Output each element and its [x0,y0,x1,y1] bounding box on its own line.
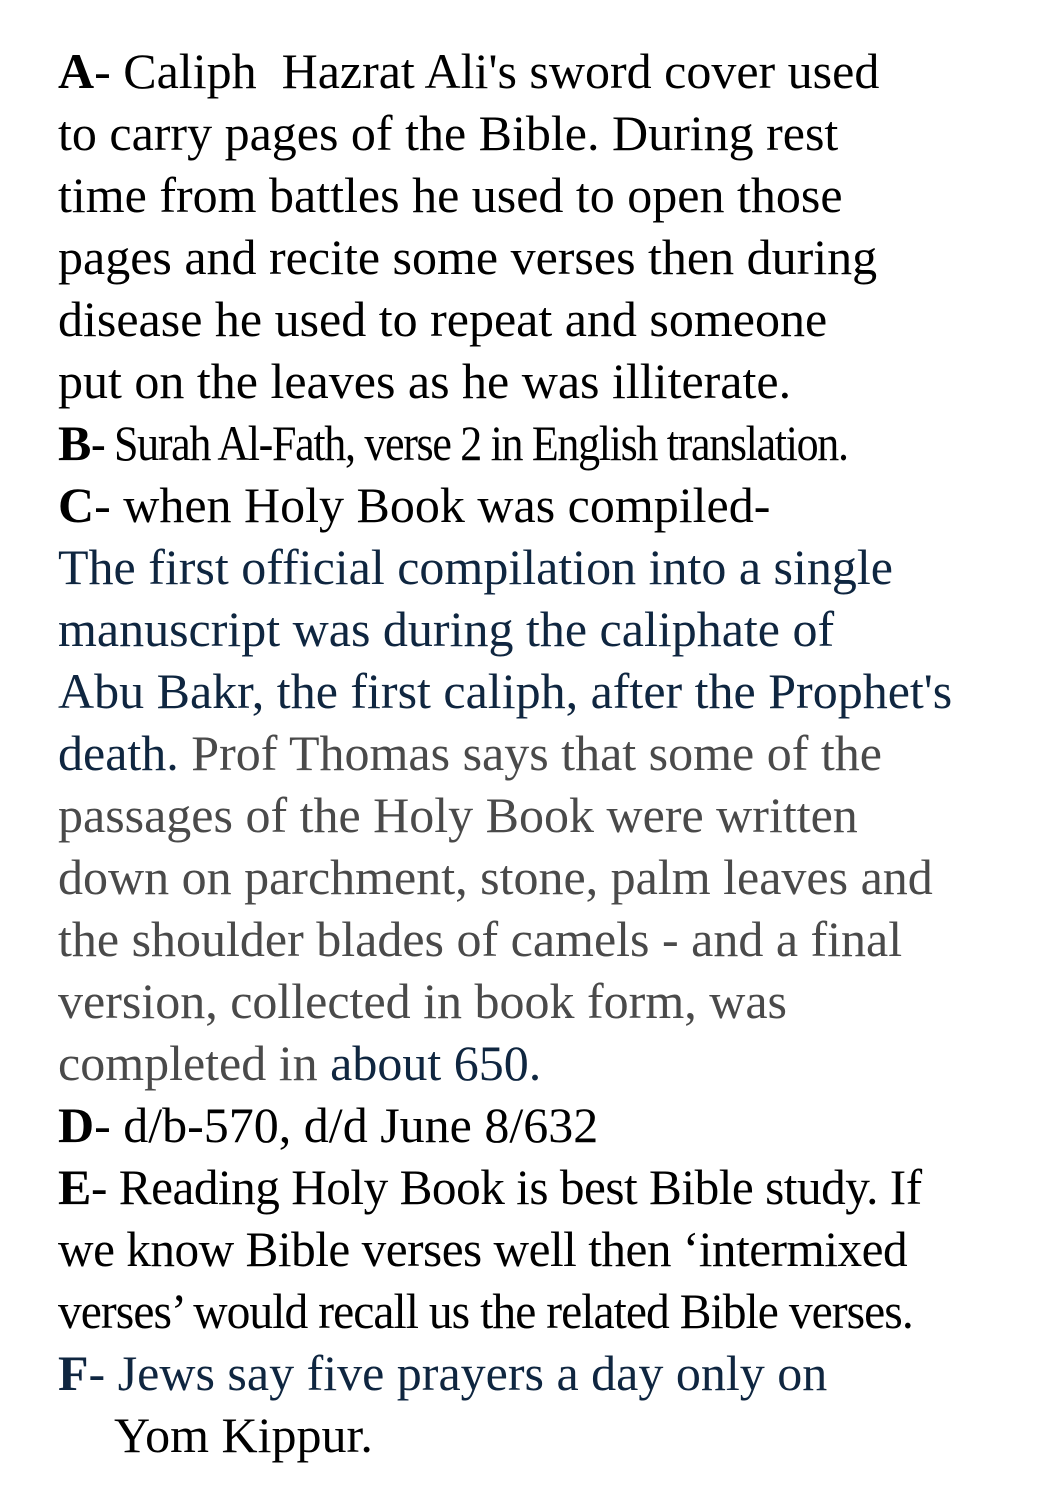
section-e-text-1: - Reading Holy Book is best Bible study. If [91,1159,922,1215]
section-e-text-2: we know Bible verses well then ‘intermixed [58,1221,908,1277]
section-c-death-gray: Prof Thomas says that some of the [178,725,882,781]
section-e-line-1 [58,1156,1018,1218]
section-a-line-5: disease he used to repeat and someone [58,291,828,347]
section-c-death-line [58,722,1018,784]
section-e-letter: E [58,1159,92,1215]
section-a-line-3: time from battles he used to open those [58,167,843,223]
section-c-gray-line-4: version, collected in book form, was [58,973,787,1029]
section-d-line [58,1094,1018,1156]
section-c-gray-line-2: down on parchment, stone, palm leaves and [58,849,933,905]
section-c-navy-line-1: The first official compilation into a single [58,539,893,595]
section-a-text-1: - Caliph Hazrat Ali's sword cover used [94,43,880,99]
section-a-line-6: put on the leaves as he was illiterate. [58,353,792,409]
section-c-death-navy: death. [58,725,179,781]
section-c-letter: C [58,477,95,533]
section-a-line-4: pages and recite some verses then during [58,229,878,285]
section-d-text: - d/b-570, d/d June 8/632 [94,1097,599,1153]
section-a-line-2: to carry pages of the Bible. During rest [58,105,839,161]
section-c-gray-line-1: passages of the Holy Book were written [58,787,858,843]
section-b-line [58,412,1018,474]
section-c-last-line [58,1032,1018,1094]
section-c-last-gray: completed in [58,1035,331,1091]
section-a-line-1 [58,40,1018,102]
section-c-navy-line-2: manuscript was during the caliphate of [58,601,835,657]
section-c-heading-line [58,474,1018,536]
section-b-text: - Surah Al-Fath, verse 2 in English translation. [91,415,848,471]
document-page [58,40,1018,1466]
section-f-letter: F [58,1345,89,1401]
section-f-text-1: - Jews say five prayers a day only on [88,1345,828,1401]
section-c-last-navy: about 650. [330,1035,542,1091]
section-e-line-2 [58,1218,1018,1280]
section-d-letter: D [58,1097,95,1153]
section-c-gray-line-3: the shoulder blades of camels - and a final [58,911,903,967]
section-e-line-3 [58,1280,1018,1342]
section-c-navy-line-3: Abu Bakr, the first caliph, after the Prophet's [58,663,953,719]
section-c-heading: - when Holy Book was compiled- [94,477,771,533]
section-e-text-3: verses’ would recall us the related Bible verses. [58,1283,913,1339]
section-a-letter: A [58,43,95,99]
section-f-line-2: Yom Kippur. [114,1407,373,1463]
section-f-line-1 [58,1342,1018,1404]
section-b-letter: B [58,415,92,471]
